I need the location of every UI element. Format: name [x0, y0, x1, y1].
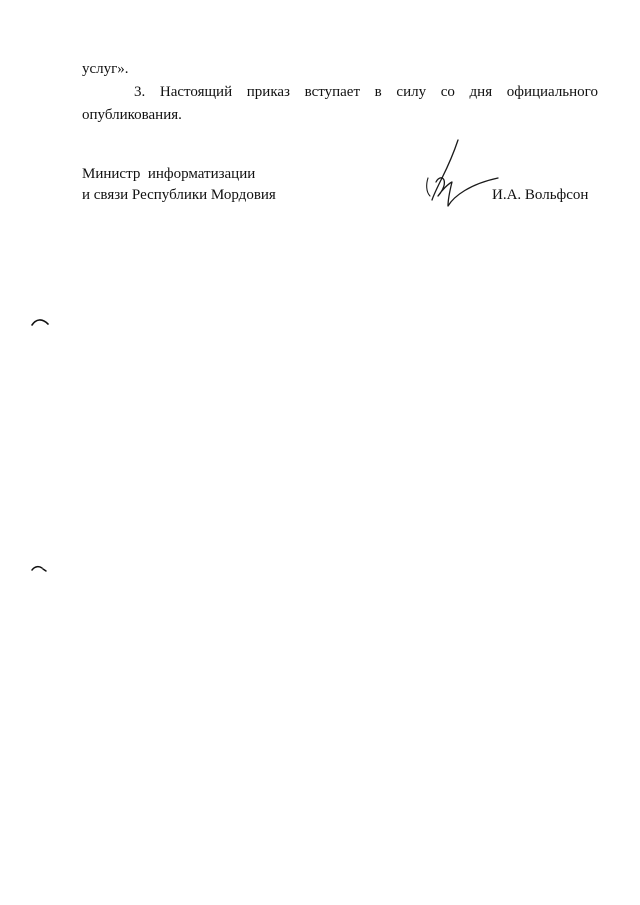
signatory-title-line-2: и связи Республики Мордовия: [82, 187, 276, 203]
paragraph-word: официального: [506, 84, 598, 100]
paragraph-word: в: [374, 84, 382, 100]
signatory-title: [82, 164, 276, 206]
signatory-name: И.А. Вольфсон: [492, 187, 589, 203]
paragraph-word: дня: [469, 84, 493, 100]
previous-paragraph-end: услуг».: [82, 61, 129, 77]
paragraph-word: приказ: [246, 84, 290, 100]
punch-hole-mark: [30, 316, 50, 328]
signatory-title-line-1: Министр информатизации: [82, 166, 256, 182]
paragraph-word: силу: [396, 84, 427, 100]
paragraph-word: вступает: [304, 84, 361, 100]
paragraph-word: со: [440, 84, 455, 100]
paragraph-number: 3.: [134, 84, 146, 100]
paragraph-3-continuation: опубликования.: [82, 107, 182, 123]
paragraph-word: Настоящий: [159, 84, 233, 100]
paragraph-3-first-line: [82, 81, 598, 104]
punch-hole-mark: [30, 562, 50, 574]
body-text: [82, 58, 598, 127]
